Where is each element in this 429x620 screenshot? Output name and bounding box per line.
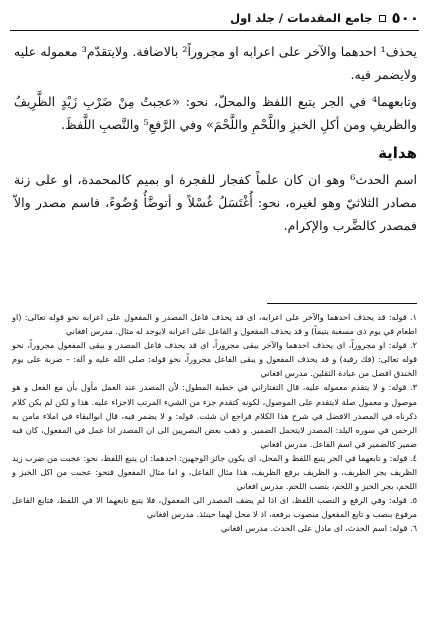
footnote-2: ٢. قوله: او مجروراً، اى يحذف احدهما والآخر يبقى مجروراً، اى قد يحذف فاعل المصدر و يبقى المفعول مجروراً، نحو قوله تعالى: (فك رقبة) و قد يحذف المفعول و يبقى الفاعل مجروراً، نحو قوله: صلى الله عليه و آله: – ضربة على يوم الخندق افضل من عبادة الثقلين. مدرس افغاني [12,340,417,379]
main-text [14,40,417,243]
footnote-3: ٣. قوله: و لا يتقدم معموله عليه، قال التفتازاني في خطبة المطول: لأن المصدر عند العمل مأول بأن مع الفعل و هو موصول و معمول صلة لايتقدم على الموصول، لكونه كتقدم جزء من الشيء المرتب الاجزاء عليه. هذا و لكن لم يكن كلام ذكرناه في المصدر الافضل في شرح هذا الكلام فراجع ان شئت. قوله: و لا يضمر فيه، قال ابوالبقاء في املاء مامن به الرحمن في سوره البلد: المصدر لايتحمل الضمير. و ذهب بعض البصريين الى ان المصدر اذا عمل في المفعول، كان فيه ضمير كالضمير في اسم الفاعل. مدرس افغاني [12,382,417,449]
paragraph-1: يحذف¹ احدهما والآخر على اعرابه او مجروراً² بالاضافة. ولايتقدّم³ معموله عليه ولايضمر فيه. [14,44,417,82]
book-title: جامع المقدمات / جلد اول [230,11,373,25]
page-header [10,6,419,30]
page-number: ٥٠٠ [391,9,419,27]
header-right [230,9,419,27]
footnote-6: ٦. قوله: اسم الحدث، اى مادل على الحدث. مدرس افغاني [220,523,417,534]
footnote-4: ٤. قوله: و تابعهما في الجر يتبع اللفظ و المحل، اى يكون جائز الوجهين: احدهما: ان يتبع اللفظ، نحو: عجبت من ضرب زيد الظريف بجر الظريف، و الظريف برفع الظريف، هذا مثال الفاعل، و اما مثال المفعول فنحو: عجبت من اكل الخبز و اللحم، بجر الخبز و اللحم، بنصب اللحم. مدرس افغاني [12,452,417,492]
header-divider [10,30,419,31]
paragraph-2: وتابعهما⁴ في الجر يتبع اللفظ والمحلّ، نحو: «عجبتُ مِنْ ضَرْبِ زَيْدٍ الظَّرِيفُ والظريفِ ومن أكلِ الخبزِ واللَّحْمِ واللَّحْمَ» وفي الرَّفعِ⁵ والنَّصبِ اللَّفظَ. [14,94,417,132]
square-ornament-icon [379,15,386,22]
footnotes-section [12,310,417,536]
paragraph-3: اسم الحدث⁶ وهو ان كان علماً كفجار للفجرة او بميم كالمحمدة، او على زنة مصادر الثلاثيّ وهو لغيره، نحو: أُغْتَسَلُ غُسْلاً و أتوضَّأُ وُضُوءً، فاسم مصدر والاّ فمصدر كالضَّرب والإكرام. [14,172,417,233]
section-heading: هداية [378,144,417,162]
footnote-1: ١. قوله: قد يحذف احدهما والآخر على اعرابه، اى قد يحذف فاعل المصدر و المفعول على اعرابه نحو قوله تعالى: (او اطعام في يوم ذى مسغبة يتيماً) و قد يحذف المفعول و الفاعل على اعرابه لايوجد له مثال. مدرس افغاني [12,312,417,337]
footnote-divider [267,303,417,304]
footnote-5: ٥. قوله: وفي الرفع و النصب اللفظ، اى اذا لم يضف المصدر الى المعمول، فلا يتبع تابعهما الا في اللفظ، فتابع الفاعل مرفوع بنصب و تابع المفعول منصوب برفعه، اذ لا محل لهما حينئذ. مدرس افغاني [12,495,417,520]
